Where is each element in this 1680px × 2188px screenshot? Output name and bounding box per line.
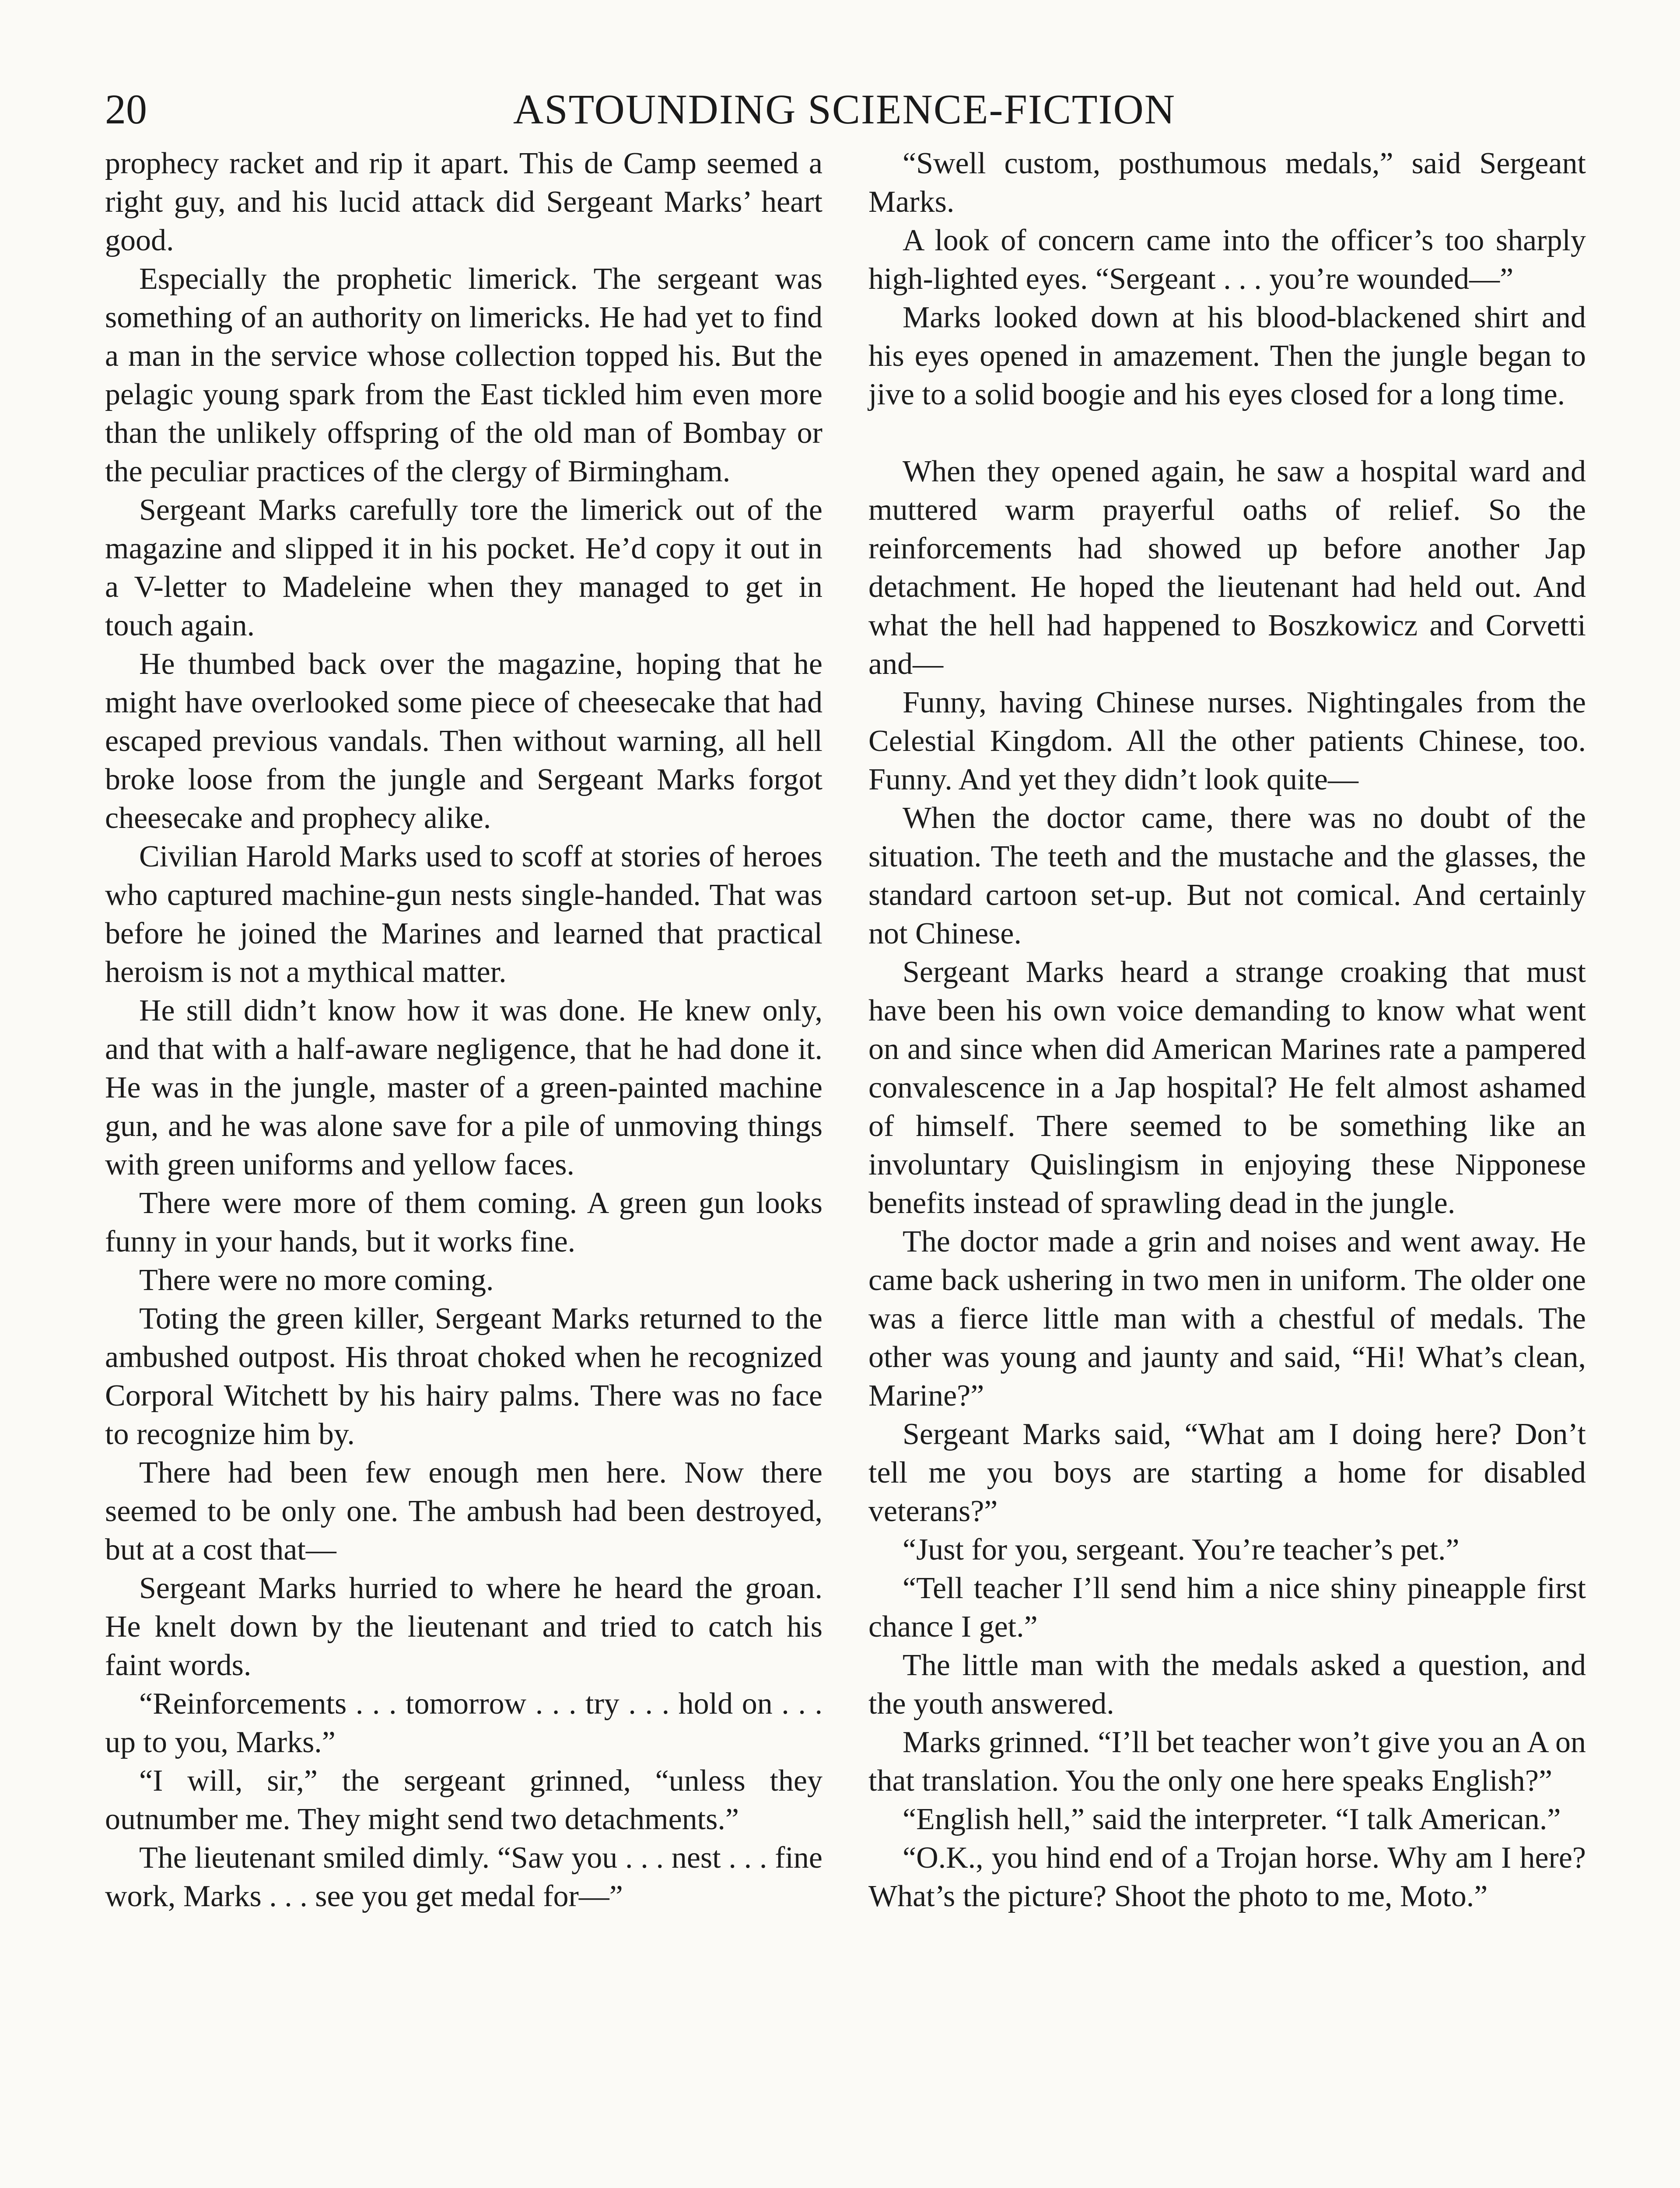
paragraph: Marks grinned. “I’ll bet teacher won’t give you an A on that translation. You the only one here speaks English?” bbox=[868, 1725, 1586, 1798]
paragraph: “Tell teacher I’ll send him a nice shiny pineapple first chance I get.” bbox=[868, 1571, 1586, 1644]
paragraph: The little man with the medals asked a question, and the youth answered. bbox=[868, 1648, 1586, 1721]
paragraph: “Reinforcements . . . tomorrow . . . try . . . hold on . . . up to you, Marks.” bbox=[105, 1687, 822, 1759]
paragraph: “Just for you, sergeant. You’re teacher’s pet.” bbox=[903, 1533, 1460, 1567]
paragraph: “English hell,” said the interpreter. “I talk American.” bbox=[903, 1802, 1561, 1836]
paragraph: “O.K., you hind end of a Trojan horse. Why am I here? What’s the picture? Shoot the photo to me, Moto.” bbox=[868, 1841, 1586, 1913]
paragraph: There were more of them coming. A green gun looks funny in your hands, but it works fine. bbox=[105, 1186, 822, 1259]
page-header bbox=[105, 79, 1584, 140]
paragraph: Especially the prophetic limerick. The sergeant was something of an authority on limericks. He had yet to find a man in the service whose collection topped his. But the pelagic young spark from the East tickled him even more than the unlikely offspring of the old man of Bombay or the peculiar practices of the clergy of Birmingham. bbox=[105, 262, 822, 488]
paragraph: Sergeant Marks said, “What am I doing here? Don’t tell me you boys are starting a home for disabled veterans?” bbox=[868, 1417, 1586, 1528]
paragraph: There had been few enough men here. Now there seemed to be only one. The ambush had been destroyed, but at a cost that— bbox=[105, 1456, 822, 1567]
paragraph: When the doctor came, there was no doubt of the situation. The teeth and the mustache and the glasses, the standard cartoon set-up. But not comical. And certainly not Chinese. bbox=[868, 801, 1586, 950]
right-column bbox=[868, 144, 1586, 1916]
page-number: 20 bbox=[105, 86, 147, 133]
paragraph: A look of concern came into the officer’s too sharply high-lighted eyes. “Sergeant . . . you’re wounded—” bbox=[868, 224, 1586, 296]
paragraph: Sergeant Marks heard a strange croaking that must have been his own voice demanding to know what went on and since when did American Marines rate a pampered convalescence in a Jap hospital? He felt almost ashamed of himself. There seemed to be something like an involuntary Quislingism in enjoying these Nipponese benefits instead of sprawling dead in the jungle. bbox=[868, 955, 1586, 1220]
paragraph: When they opened again, he saw a hospital ward and muttered warm prayerful oaths of relief. So the reinforcements had showed up before another Jap detachment. He hoped the lieutenant had held out. And what the hell had happened to Boszkowicz and Corvetti and— bbox=[868, 455, 1586, 681]
running-title: ASTOUNDING SCIENCE-FICTION bbox=[513, 86, 1176, 133]
paragraph: Sergeant Marks hurried to where he heard the groan. He knelt down by the lieutenant and tried to catch his faint words. bbox=[105, 1571, 822, 1682]
paragraph: Toting the green killer, Sergeant Marks returned to the ambushed outpost. His throat choked when he recognized Corporal Witchett by his hairy palms. There was no face to recognize him by. bbox=[105, 1302, 822, 1451]
paragraph: “Swell custom, posthumous medals,” said Sergeant Marks. bbox=[868, 147, 1586, 219]
section-break bbox=[868, 414, 1586, 452]
paragraph: Marks looked down at his blood-blackened shirt and his eyes opened in amazement. Then the jungle began to jive to a solid boogie and his eyes closed for a long time. bbox=[868, 301, 1586, 411]
paragraph: The lieutenant smiled dimly. “Saw you . . . nest . . . fine work, Marks . . . see you get medal for—” bbox=[105, 1841, 822, 1913]
paragraph: Civilian Harold Marks used to scoff at stories of heroes who captured machine-gun nests single-handed. That was before he joined the Marines and learned that practical heroism is not a mythical matter. bbox=[105, 840, 822, 989]
paragraph: There were no more coming. bbox=[139, 1263, 494, 1297]
paragraph: Funny, having Chinese nurses. Nightingales from the Celestial Kingdom. All the other patients Chinese, too. Funny. And yet they didn’t look quite— bbox=[868, 686, 1586, 796]
left-column bbox=[105, 144, 822, 1916]
paragraph: prophecy racket and rip it apart. This de Camp seemed a right guy, and his lucid attack did Sergeant Marks’ heart good. bbox=[105, 147, 822, 257]
paragraph: “I will, sir,” the sergeant grinned, “unless they outnumber me. They might send two detachments.” bbox=[105, 1764, 822, 1836]
paragraph: Sergeant Marks carefully tore the limerick out of the magazine and slipped it in his pocket. He’d copy it out in a V-letter to Madeleine when they managed to get in touch again. bbox=[105, 493, 822, 642]
paragraph: He still didn’t know how it was done. He knew only, and that with a half-aware negligence, that he had done it. He was in the jungle, master of a green-painted machine gun, and he was alone save for a pile of unmoving things with green uniforms and yellow faces. bbox=[105, 994, 822, 1182]
paragraph: The doctor made a grin and noises and went away. He came back ushering in two men in uniform. The older one was a fierce little man with a chestful of medals. The other was young and jaunty and said, “Hi! What’s clean, Marine?” bbox=[868, 1225, 1586, 1413]
paragraph: He thumbed back over the magazine, hoping that he might have overlooked some piece of cheesecake that had escaped previous vandals. Then without warning, all hell broke loose from the jungle and Sergeant Marks forgot cheesecake and prophecy alike. bbox=[105, 647, 822, 835]
